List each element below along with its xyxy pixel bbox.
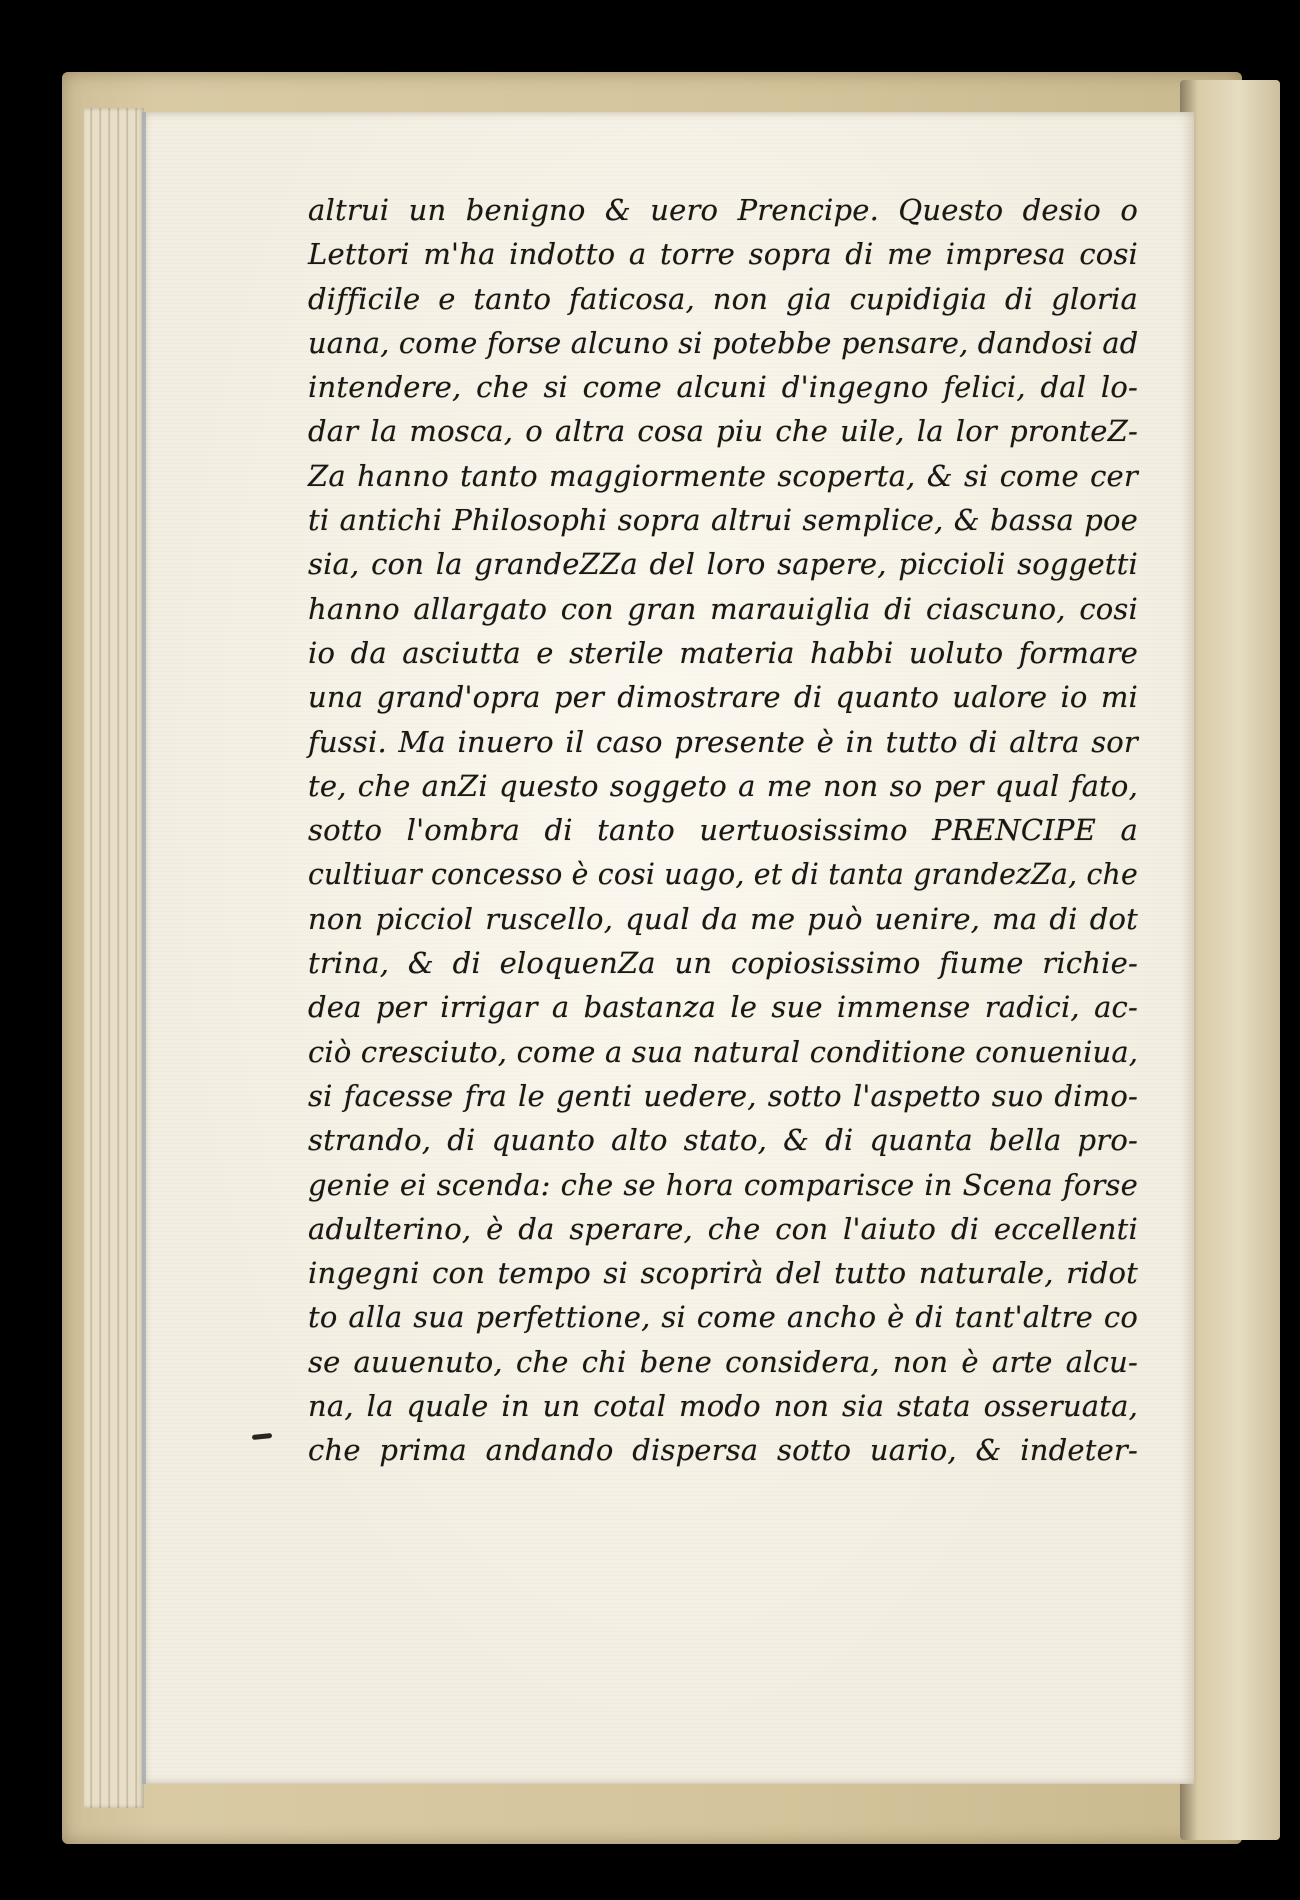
text-line: una grand'opra per dimostrare di quanto ualore io mi: [308, 680, 1138, 715]
text-line: io da asciutta e sterile materia habbi uoluto formare: [308, 635, 1138, 670]
text-line: hanno allargato con gran marauiglia di ciascuno, cosi: [308, 591, 1138, 626]
text-line: ingegni con tempo si scoprirà del tutto naturale, ridot: [308, 1256, 1138, 1291]
text-line: non picciol ruscello, qual da me può uenire, ma di dot: [308, 901, 1138, 936]
text-line: fussi. Ma inuero il caso presente è in tutto di altra sor: [308, 724, 1138, 759]
gutter-line: [142, 112, 146, 1784]
text-line: dar la mosca, o altra cosa piu che uile, la lor pronteZ-: [308, 414, 1138, 449]
text-line: dea per irrigar a bastanza le sue immense radici, ac-: [308, 990, 1138, 1025]
text-line: strando, di quanto alto stato, & di quanta bella pro-: [308, 1123, 1138, 1158]
page-text: [308, 188, 1138, 1473]
text-line: Lettori m'ha indotto a torre sopra di me impresa cosi: [308, 237, 1138, 272]
text-line: cultiuar concesso è cosi uago, et di tanta grandezZa, che: [308, 857, 1138, 892]
text-line: altrui un benigno & uero Prencipe. Questo desio o: [308, 193, 1138, 227]
text-line: che prima andando dispersa sotto uario, & indeter-: [308, 1433, 1138, 1468]
text-line: adulterino, è da sperare, che con l'aiuto di eccellenti: [308, 1211, 1138, 1246]
page-edges: [84, 108, 144, 1808]
text-line: difficile e tanto faticosa, non gia cupidigia di gloria: [308, 281, 1138, 316]
text-line: intendere, che si come alcuni d'ingegno felici, dal lo-: [308, 370, 1138, 405]
text-line: sotto l'ombra di tanto uertuosissimo PRENCIPE a: [308, 813, 1138, 848]
text-line: sia, con la grandeZZa del loro sapere, piccioli soggetti: [308, 547, 1138, 582]
text-line: to alla sua perfettione, si come ancho è di tant'altre co: [308, 1300, 1138, 1335]
text-line: ti antichi Philosophi sopra altrui semplice, & bassa poe: [308, 503, 1138, 538]
text-line: na, la quale in un cotal modo non sia stata osseruata,: [308, 1389, 1138, 1424]
text-line: si facesse fra le genti uedere, sotto l'aspetto suo dimo-: [308, 1078, 1138, 1113]
text-line: te, che anZi questo soggeto a me non so per qual fato,: [308, 768, 1138, 803]
text-line: ciò cresciuto, come a sua natural conditione conueniua,: [308, 1034, 1139, 1069]
text-line: genie ei scenda: che se hora comparisce in Scena forse: [308, 1167, 1138, 1202]
text-line: trina, & di eloquenZa un copiosissimo fiume richie-: [308, 946, 1138, 981]
cover-right-edge: [1180, 80, 1280, 1840]
text-line: uana, come forse alcuno si potebbe pensare, dandosi ad: [308, 325, 1139, 360]
text-line: se auuenuto, che chi bene considera, non è arte alcu-: [308, 1344, 1138, 1379]
text-line: Za hanno tanto maggiormente scoperta, & si come cer: [308, 458, 1138, 493]
